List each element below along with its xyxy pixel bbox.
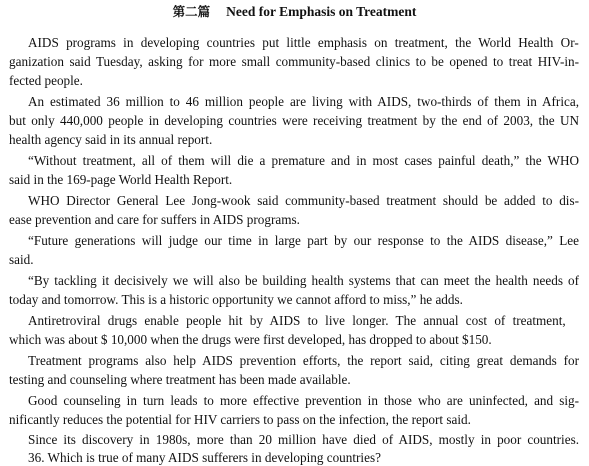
text-line: said. [9,252,34,267]
text-line: health agency said in its annual report. [9,132,213,147]
text-line: today and tomorrow. This is a historic opportunity we cannot afford to miss,” he adds. [9,292,463,307]
text-line: fected people. [9,73,83,88]
text-line: ganization said Tuesday, asking for more small community-based clinics to be opened to treat HIV-in- [9,54,579,69]
text-line: testing and counseling where treatment has been made available. [9,372,351,387]
text-line: which was about $ 10,000 when the drugs were first developed, has dropped to about $150. [9,332,492,347]
text-line: “By tackling it decisively we will also be building health systems that can meet the health needs of [28,273,579,288]
text-line: but only 440,000 people in developing countries were receiving treatment by the end of 2003, the UN [9,113,579,128]
text-line: “Without treatment, all of them will die a premature and in most cases painful death,” the WHO [28,153,579,168]
text-line: Good counseling in turn leads to more effective prevention in those who are uninfected, and sig- [28,393,579,408]
question-line: 36. Which is true of many AIDS sufferers in developing countries? [28,450,381,465]
text-line: Treatment programs also help AIDS prevention efforts, the report said, citing great demands for [28,353,579,368]
text-line: “Future generations will judge our time in large part by our response to the AIDS disease,” Lee [28,233,579,248]
text-line: nificantly reduces the potential for HIV carriers to pass on the infection, the report said. [9,412,471,427]
text-line: Since its discovery in 1980s, more than 20 million have died of AIDS, mostly in poor countries. [28,432,579,447]
section-label: 第二篇 [172,4,211,19]
title-heading: Need for Emphasis on Treatment [226,4,417,19]
text-line: AIDS programs in developing countries put little emphasis on treatment, the World Health Or- [28,35,579,50]
text-line: ease prevention and care for suffers in AIDS programs. [9,212,300,227]
text-line: said in the 169-page World Health Report. [9,172,233,187]
text-line: An estimated 36 million to 46 million people are living with AIDS, two-thirds of them in Africa, [28,94,579,109]
text-line: Antiretroviral drugs enable people hit by AIDS to live longer. The annual cost of treatment, [28,313,566,328]
page-title [0,3,589,20]
text-line: WHO Director General Lee Jong-wook said community-based treatment should be added to dis- [28,193,579,208]
